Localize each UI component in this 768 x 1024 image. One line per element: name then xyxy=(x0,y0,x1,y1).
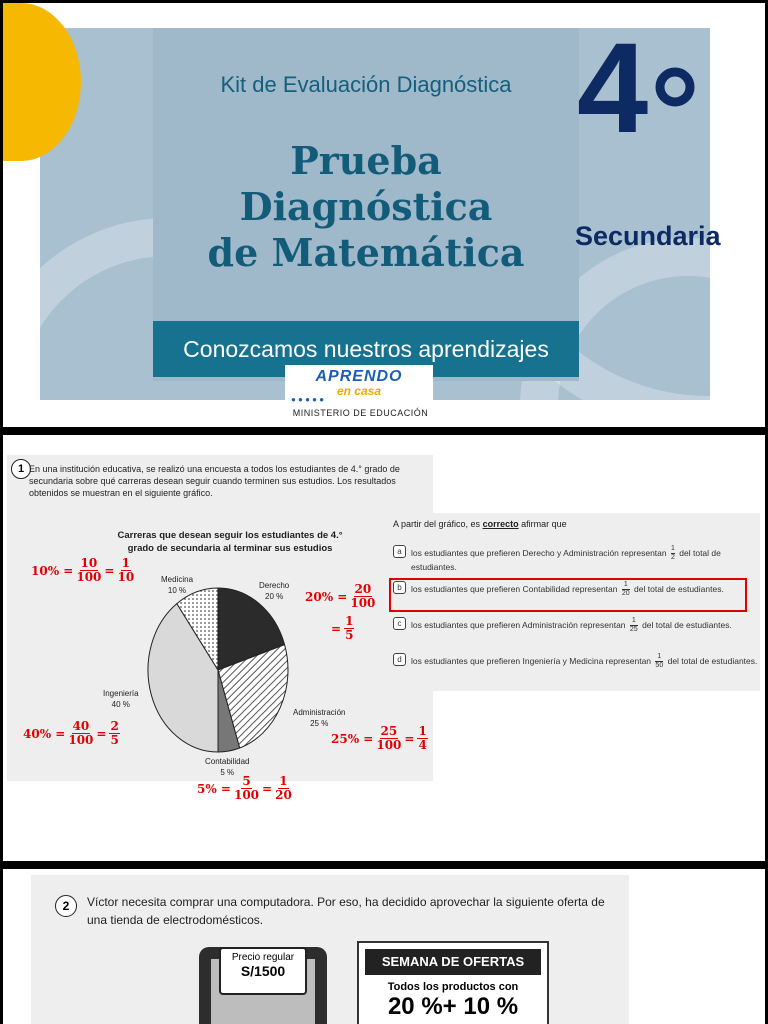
question1-statement: En una institución educativa, se realizó una encuesta a todos los estudiantes de 4.° grado de secundaria sobre qué carreras desean seguir cuando terminen sus estudios. Los resultados obtenidos se muestran en el siguiente gráfico. xyxy=(29,464,400,498)
numerator: 5 xyxy=(242,774,251,788)
option-text: los estudiantes que prefieren Derecho y Administración representan xyxy=(411,547,667,558)
slice-label-ingenieria xyxy=(103,688,139,710)
denominator: 25 xyxy=(629,626,638,633)
numerator: 1 xyxy=(623,581,628,588)
denominator: 50 xyxy=(655,662,664,669)
offer-discount: 20 %+ 10 % xyxy=(387,993,519,1020)
fraction xyxy=(76,557,101,584)
question1-slide xyxy=(3,435,765,861)
annotation-administracion xyxy=(331,725,428,752)
annotation-percent: 25% = xyxy=(331,731,374,746)
slice-value: 10 % xyxy=(167,586,187,595)
question-number-badge: 2 xyxy=(55,895,77,917)
slice-label-derecho xyxy=(259,580,289,602)
numerator: 1 xyxy=(345,614,354,628)
cover-slide xyxy=(3,3,765,427)
option-d[interactable] xyxy=(393,653,761,670)
price-tag xyxy=(219,947,307,995)
option-text: del total de estudiantes. xyxy=(411,547,721,572)
denominator: 100 xyxy=(350,596,376,610)
equals-sign: = xyxy=(331,621,342,636)
question2-statement: Víctor necesita comprar una computadora. Por eso, ha decidido aprovechar la siguiente oferta de una tienda de electrodomésticos. xyxy=(87,895,605,927)
main-title xyxy=(153,138,579,276)
denominator: 5 xyxy=(345,628,354,642)
slice-name: Administración xyxy=(293,708,346,717)
denominator: 4 xyxy=(418,738,427,752)
pie-chart xyxy=(143,585,293,755)
offer-title: SEMANA DE OFERTAS xyxy=(365,949,541,975)
denominator: 5 xyxy=(110,733,119,747)
option-text: los estudiantes que prefieren Contabilidad representan xyxy=(411,583,618,594)
denominator: 100 xyxy=(233,788,260,802)
degree-symbol-icon xyxy=(653,65,697,109)
denominator: 100 xyxy=(76,570,102,584)
annotation-medicina xyxy=(31,557,134,584)
slice-label-medicina xyxy=(161,574,193,596)
question2-slide xyxy=(3,869,765,1024)
numerator: 10 xyxy=(80,556,98,570)
fraction xyxy=(376,725,401,752)
option-a[interactable] xyxy=(393,545,761,573)
logo-dots-icon: ● ● ● ● ● xyxy=(291,395,325,404)
numerator: 25 xyxy=(380,724,398,738)
denominator: 20 xyxy=(275,788,292,802)
option-fraction xyxy=(630,617,638,634)
intro-emphasis: correcto xyxy=(482,519,519,529)
slice-value: 40 % xyxy=(111,700,130,709)
annotation-percent: 20% = xyxy=(305,589,348,604)
fraction xyxy=(234,775,259,802)
option-text: los estudiantes que prefieren Administración representan xyxy=(411,619,626,630)
fraction xyxy=(68,720,93,747)
numerator: 1 xyxy=(121,556,130,570)
fraction xyxy=(350,583,375,610)
subtitle-bar: Conozcamos nuestros aprendizajes xyxy=(153,321,579,377)
option-letter: d xyxy=(393,653,406,666)
fraction xyxy=(417,725,427,752)
slice-name: Derecho xyxy=(259,581,290,590)
title-line: Prueba xyxy=(290,138,442,183)
option-fraction xyxy=(671,545,675,562)
price-value: S/1500 xyxy=(240,963,286,979)
intro-text: A partir del gráfico, es xyxy=(393,519,481,529)
option-text: del total de estudiantes. xyxy=(642,619,732,630)
offer-sign xyxy=(357,941,549,1024)
annotation-contabilidad xyxy=(197,775,292,802)
option-text: del total de estudiantes. xyxy=(634,583,724,594)
option-text: los estudiantes que prefieren Ingeniería y Medicina representan xyxy=(411,655,652,666)
correct-answer-highlight xyxy=(389,578,747,612)
title-line: Diagnóstica xyxy=(239,184,493,229)
equals-sign: = xyxy=(96,726,107,741)
equals-sign: = xyxy=(262,781,273,796)
annotation-ingenieria xyxy=(23,720,120,747)
aprendo-logo xyxy=(285,365,433,409)
offer-line: Todos los productos con xyxy=(387,981,519,993)
slice-name: Ingeniería xyxy=(103,689,139,698)
numerator: 1 xyxy=(631,617,636,624)
annotation-derecho xyxy=(305,583,375,610)
logo-text-main: APRENDO xyxy=(315,368,403,385)
denominator: 20 xyxy=(621,590,630,597)
slice-name: Contabilidad xyxy=(205,757,250,766)
annotation-percent: 5% = xyxy=(197,781,231,796)
annotation-percent: 40% = xyxy=(23,726,66,741)
denominator: 2 xyxy=(671,554,675,561)
equals-sign: = xyxy=(104,563,115,578)
numerator: 1 xyxy=(279,774,288,788)
option-letter: c xyxy=(393,617,406,630)
grade-number: 4 xyxy=(577,17,649,160)
logo-text-sub: en casa xyxy=(336,384,382,398)
intro-text: afirmar que xyxy=(521,519,567,529)
numerator: 40 xyxy=(72,719,90,733)
option-text: del total de estudiantes. xyxy=(667,655,758,666)
option-letter: a xyxy=(393,545,406,558)
price-label: Precio regular xyxy=(231,952,295,963)
ministry-label: MINISTERIO DE EDUCACIÓN xyxy=(292,408,429,418)
question-number-badge: 1 xyxy=(11,459,31,479)
denominator: 100 xyxy=(68,733,94,747)
kit-label: Kit de Evaluación Diagnóstica xyxy=(220,72,512,97)
fraction xyxy=(109,720,119,747)
numerator: 2 xyxy=(110,719,119,733)
chart-title: Carreras que desean seguir los estudiantes de 4.° grado de secundaria al terminar sus estudios xyxy=(117,530,343,554)
title-line: de Matemática xyxy=(207,230,525,275)
annotation-percent: 10% = xyxy=(31,563,74,578)
denominator: 100 xyxy=(376,738,402,752)
level-label: Secundaria xyxy=(575,221,721,251)
numerator: 1 xyxy=(418,724,427,738)
fraction xyxy=(344,615,354,642)
slice-value: 20 % xyxy=(265,592,284,601)
option-letter: b xyxy=(393,581,406,594)
equals-sign: = xyxy=(404,731,415,746)
annotation-derecho-simplified xyxy=(331,615,354,642)
denominator: 10 xyxy=(117,570,135,584)
fraction xyxy=(117,557,134,584)
option-c[interactable] xyxy=(393,617,761,634)
numerator: 1 xyxy=(657,653,662,660)
numerator: 1 xyxy=(671,545,675,552)
fraction xyxy=(275,775,292,802)
options-intro xyxy=(393,519,567,529)
slice-value: 25 % xyxy=(310,719,329,728)
slice-name: Medicina xyxy=(161,575,194,584)
slice-value: 5 % xyxy=(220,768,235,777)
option-fraction xyxy=(655,653,663,670)
numerator: 20 xyxy=(354,582,372,596)
